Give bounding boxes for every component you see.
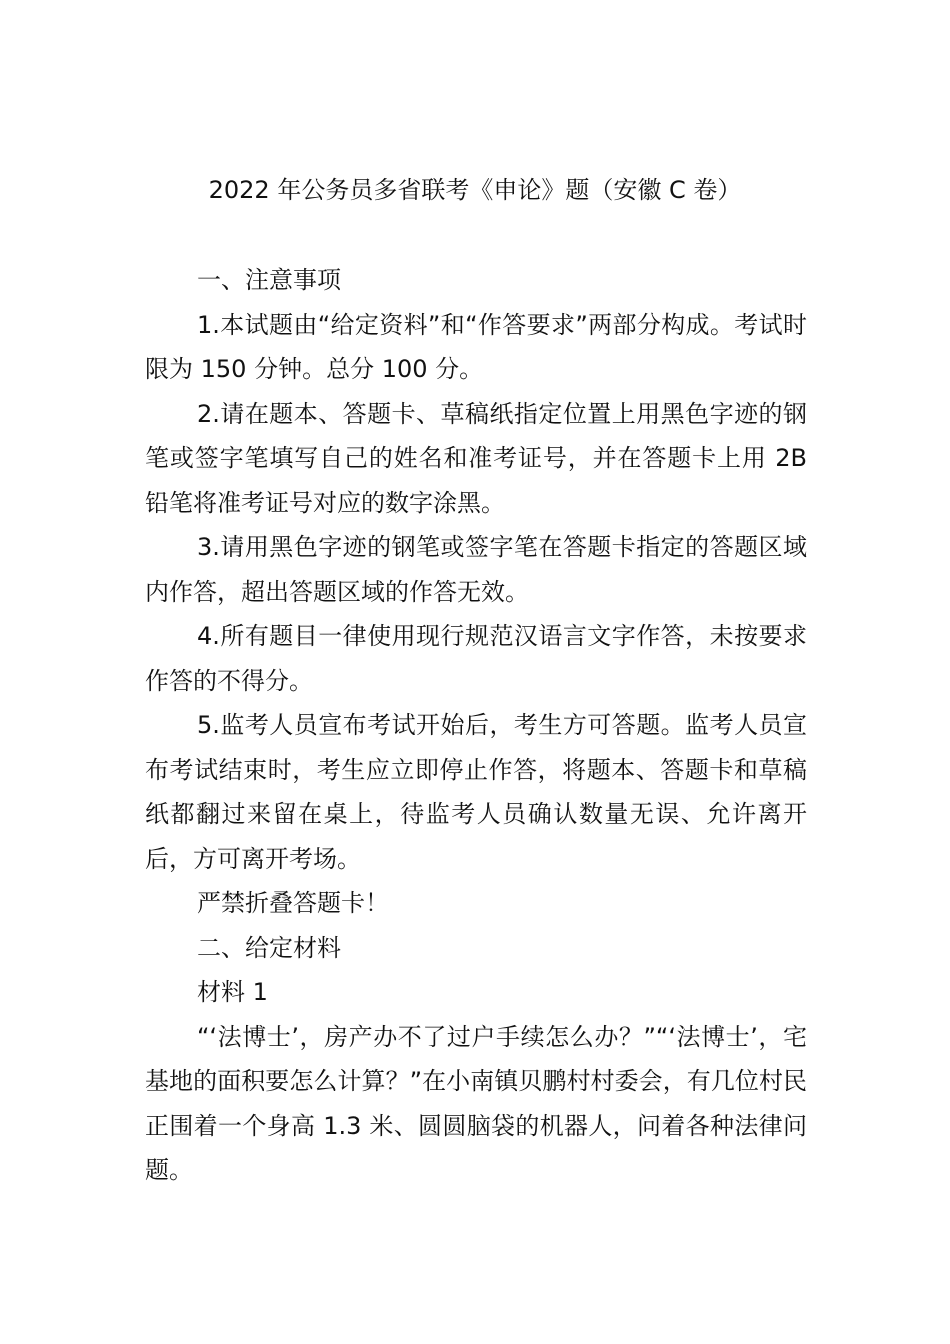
notice-item-2: 2.请在题本、答题卡、草稿纸指定位置上用黑色字迹的钢笔或签字笔填写自己的姓名和准考证号，并在答题卡上用 2B 铅笔将准考证号对应的数字涂黑。 — [145, 399, 807, 517]
section-heading-materials: 二、给定材料 — [197, 933, 341, 962]
document-body — [145, 258, 807, 1193]
material-heading: 材料 1 — [197, 978, 268, 1006]
warning-line: 严禁折叠答题卡！ — [197, 889, 389, 917]
notice-item-4: 4.所有题目一律使用现行规范汉语言文字作答，未按要求作答的不得分。 — [145, 622, 807, 695]
material-paragraph: “‘法博士’，房产办不了过户手续怎么办？”“‘法博士’，宅基地的面积要怎么计算？”在小南镇贝鹏村村委会，有几位村民正围着一个身高 1.3 米、圆圆脑袋的机器人，问着各种法律问题。 — [145, 1022, 807, 1184]
section-heading-notes: 一、注意事项 — [197, 266, 341, 294]
document-title: 2022 年公务员多省联考《申论》题（安徽 C 卷） — [208, 176, 742, 204]
notice-item-5: 5.监考人员宣布考试开始后，考生方可答题。监考人员宣布考试结束时，考生应立即停止作答，将题本、答题卡和草稿纸都翻过来留在桌上，待监考人员确认数量无误、允许离开后，方可离开考场。 — [145, 711, 807, 873]
notice-item-1: 1.本试题由“给定资料”和“作答要求”两部分构成。考试时限为 150 分钟。总分 100 分。 — [145, 310, 807, 383]
notice-item-3: 3.请用黑色字迹的钢笔或签字笔在答题卡指定的答题区域内作答，超出答题区域的作答无效。 — [145, 533, 807, 606]
